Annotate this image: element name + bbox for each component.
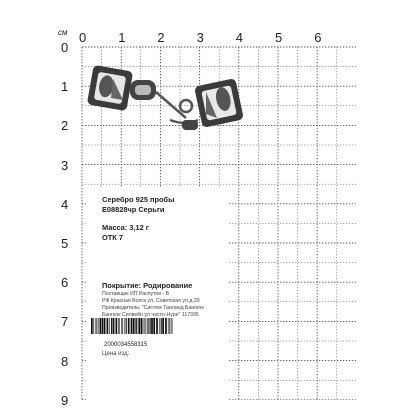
barcode-bar <box>91 318 93 334</box>
barcode-bar <box>118 318 119 334</box>
barcode-bar <box>165 318 167 334</box>
barcode-bar <box>98 318 99 334</box>
top-ruler-number: 0 <box>79 30 87 45</box>
top-ruler-number: 5 <box>275 30 283 45</box>
tag-article-line: E08828чр Серьги <box>102 205 165 214</box>
barcode-bar <box>96 318 97 334</box>
barcode-bar <box>156 318 158 334</box>
price-label: Цена изд: <box>102 351 130 357</box>
barcode-bar <box>113 318 115 334</box>
barcode-bar <box>133 318 135 334</box>
left-ruler-number: 4 <box>61 196 69 212</box>
barcode-bar <box>135 318 136 334</box>
barcode-bar <box>169 318 170 334</box>
left-ruler-number: 9 <box>61 392 69 408</box>
top-ruler-number: 3 <box>196 30 204 45</box>
barcode-bar <box>162 318 164 334</box>
barcode-bar <box>151 318 153 334</box>
tag-address-line: РФ Красная Волга ул. Советская ул.д.39 <box>102 298 200 304</box>
left-ruler-number: 8 <box>61 353 69 369</box>
square-earring-icon <box>194 78 244 128</box>
left-ruler-number: 3 <box>61 157 69 173</box>
square-earring-icon <box>87 65 156 111</box>
barcode-bar <box>109 318 110 334</box>
tag-metal-line: Серебро 925 пробы <box>102 195 175 204</box>
barcode-bar <box>122 318 123 334</box>
left-ruler-number: 5 <box>61 236 69 251</box>
barcode-bar <box>119 318 120 334</box>
barcode-bar <box>168 318 169 334</box>
barcode-bar <box>143 318 144 334</box>
barcode-bar <box>171 318 172 334</box>
barcode-bar <box>124 318 125 334</box>
barcode-bar <box>159 318 160 334</box>
barcode-bar <box>141 318 143 334</box>
barcode-bar <box>116 318 118 334</box>
top-ruler-number: 6 <box>314 30 322 45</box>
left-ruler-number: 0 <box>61 40 69 55</box>
barcode-bar <box>93 318 94 334</box>
barcode-bar <box>136 318 137 334</box>
barcode-bar <box>121 318 122 334</box>
barcode-bar <box>107 318 109 334</box>
tag-mass: Масса: 3,12 г <box>102 223 149 232</box>
barcode-bar <box>161 318 162 334</box>
barcode-bar <box>147 318 148 334</box>
barcode-bar <box>111 318 112 334</box>
barcode-bar <box>128 318 130 334</box>
barcode-bar <box>131 318 133 334</box>
product-tag <box>86 187 228 400</box>
earrings-image <box>86 62 248 138</box>
barcode-bar <box>99 318 100 334</box>
top-ruler-number: 4 <box>235 30 244 45</box>
barcode-bar <box>153 318 155 334</box>
barcode-bar <box>126 318 127 334</box>
top-ruler-number: 2 <box>157 30 165 45</box>
ruler-unit-label: см <box>58 28 68 37</box>
barcode-bar <box>146 318 147 334</box>
barcode-bar <box>150 318 151 334</box>
barcode-bar <box>102 318 104 334</box>
barcode-bar <box>148 318 149 334</box>
left-ruler-number: 1 <box>61 79 69 95</box>
tag-manufacturer-line: Производитель: "Систем Таиланд Бангкок <box>102 305 204 311</box>
barcode-bar <box>95 318 96 334</box>
left-ruler-number: 2 <box>61 118 69 134</box>
barcode-number: 2000034558315 <box>104 342 148 348</box>
top-ruler-number: 1 <box>118 30 126 45</box>
tag-otk: ОТК 7 <box>102 233 123 242</box>
tag-manufacturer-address: Бангкок Силвейн ул часто-Hуре" 117935 <box>102 312 199 318</box>
tag-coating: Покрытие: Родирование <box>102 281 193 290</box>
barcode-bar <box>172 318 173 334</box>
barcode-bar <box>100 318 101 334</box>
left-ruler-number: 6 <box>61 275 69 291</box>
tag-supplier-line: Поставщик ИП Распутов - В <box>102 291 170 297</box>
barcode <box>90 318 174 340</box>
barcode-bar <box>145 318 146 334</box>
left-ruler-number: 7 <box>61 314 69 330</box>
barcode-bar <box>138 318 140 334</box>
barcode-bar <box>104 318 106 334</box>
